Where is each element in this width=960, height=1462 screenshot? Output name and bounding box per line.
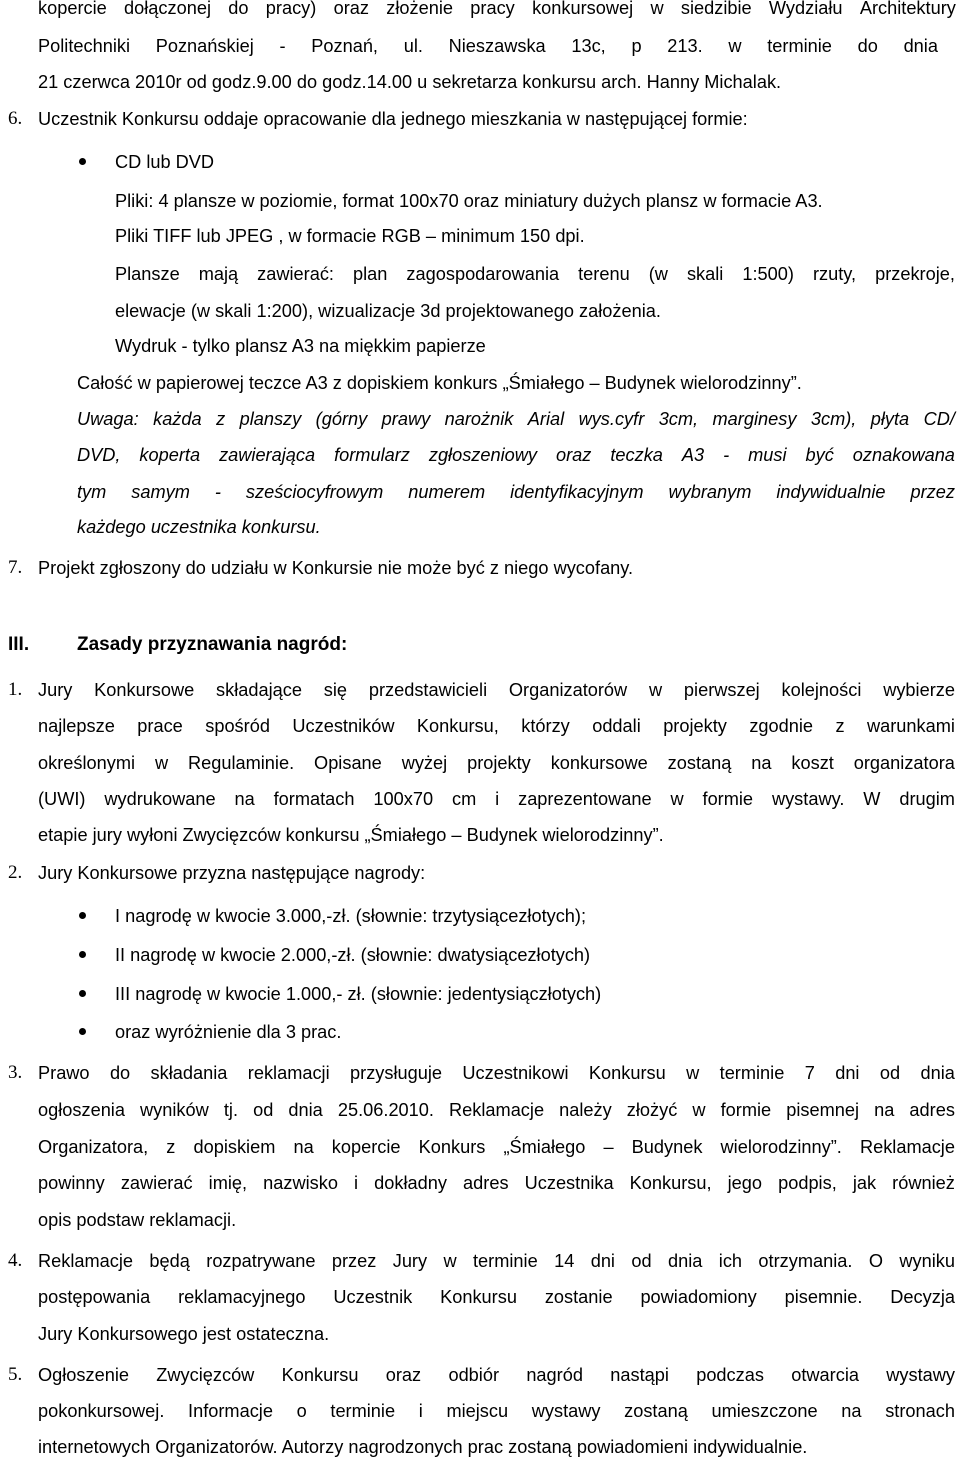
p4-line-3: Jury Konkursowego jest ostateczna. [38,1324,330,1344]
bullet-dot [79,951,86,958]
p3-line-3: Organizatora, z dopiskiem na kopercie Konkurs „Śmiałego – Budynek wielorodzinny”. Reklamacje [38,1137,955,1157]
files-line-1: Pliki: 4 plansze w poziomie, format 100x70 oraz miniatury dużych plansz w formacie A3. [115,191,823,211]
section-number: III. [8,634,30,655]
bullet-dot [79,158,86,165]
prize-item: I nagrodę w kwocie 3.000,-zł. (słownie: trzytysiącezłotych); [115,906,587,926]
paragraph-number: 3. [8,1062,23,1083]
bullet-dot [79,912,86,919]
note-line-2: DVD, koperta zawierająca formularz zgłoszeniowy oraz teczka A3 - musi być oznakowana [77,445,955,465]
p5-line-2: pokonkursowej. Informacje o terminie i miejscu wystawy zostaną umieszczone na stronach [38,1401,955,1421]
paragraph-number: 2. [8,862,23,883]
p3-line-1: Prawo do składania reklamacji przysługuje Uczestnikowi Konkursu w terminie 7 dni od dnia [38,1063,955,1083]
note-line-3: tym samym - sześciocyfrowym numerem identyfikacyjnym wybranym indywidualnie przez [77,482,955,502]
prize-item: oraz wyróżnienie dla 3 prac. [115,1022,342,1042]
section-title: Zasady przyznawania nagród: [77,634,348,655]
media-bullet: CD lub DVD [115,152,215,172]
whole-line: Całość w papierowej teczce A3 z dopiskiem konkurs „Śmiałego – Budynek wielorodzinny”. [77,373,802,393]
p3-line-5: opis podstaw reklamacji. [38,1210,237,1230]
intro-line-2: Politechniki Poznańskiej - Poznań, ul. Nieszawska 13c, p 213. w terminie do dnia [38,36,938,56]
item-number: 6. [8,108,23,129]
p2-text: Jury Konkursowe przyzna następujące nagrody: [38,863,426,883]
p3-line-2: ogłoszenia wyników tj. od dnia 25.06.2010. Reklamacje należy złożyć w formie pisemnej na adres [38,1100,955,1120]
bullet-dot [79,1028,86,1035]
p4-line-1: Reklamacje będą rozpatrywane przez Jury w terminie 14 dni od dnia ich otrzymania. O wyniku [38,1251,955,1271]
note-line-1: Uwaga: każda z planszy (górny prawy narożnik Arial wys.cyfr 3cm, marginesy 3cm), płyta CD/ [77,409,955,429]
intro-line-1: kopercie dołączonej do pracy) oraz złożenie pracy konkursowej w siedzibie Wydziału Architektury [38,0,956,18]
files-line-2: Pliki TIFF lub JPEG , w formacie RGB – minimum 150 dpi. [115,226,585,246]
p3-line-4: powinny zawierać imię, nazwisko i dokładny adres Uczestnika Konkursu, jego podpis, jak również [38,1173,955,1193]
item-6-text: Uczestnik Konkursu oddaje opracowanie dla jednego mieszkania w następującej formie: [38,109,748,129]
p1-line-4: (UWI) wydrukowane na formatach 100x70 cm i zaprezentowane w formie wystawy. W drugim [38,789,955,809]
paragraph-number: 4. [8,1250,23,1271]
paragraph-number: 1. [8,679,23,700]
note-line-4: każdego uczestnika konkursu. [77,517,321,537]
prize-item: II nagrodę w kwocie 2.000,-zł. (słownie: dwatysiącezłotych) [115,945,591,965]
intro-line-3: 21 czerwca 2010r od godz.9.00 do godz.14.00 u sekretarza konkursu arch. Hanny Michalak. [38,72,782,92]
p4-line-2: postępowania reklamacyjnego Uczestnik Konkursu zostanie powiadomiony pisemnie. Decyzja [38,1287,955,1307]
item-number: 7. [8,557,23,578]
p1-line-3: określonymi w Regulaminie. Opisane wyżej projekty konkursowe zostaną na koszt organizatora [38,753,955,773]
p1-line-5: etapie jury wyłoni Zwycięzców konkursu „Śmiałego – Budynek wielorodzinny”. [38,825,664,845]
p5-line-1: Ogłoszenie Zwycięzców Konkursu oraz odbiór nagród nastąpi podczas otwarcia wystawy [38,1365,955,1385]
p5-line-3: internetowych Organizatorów. Autorzy nagrodzonych prac zostaną powiadomieni indywidualnie. [38,1437,808,1457]
item-7-text: Projekt zgłoszony do udziału w Konkursie nie może być z niego wycofany. [38,558,634,578]
print-line: Wydruk - tylko plansz A3 na miękkim papierze [115,336,486,356]
boards-line-1: Plansze mają zawierać: plan zagospodarowania terenu (w skali 1:500) rzuty, przekroje, [115,264,955,284]
paragraph-number: 5. [8,1364,23,1385]
bullet-dot [79,990,86,997]
boards-line-2: elewacje (w skali 1:200), wizualizacje 3d projektowanego założenia. [115,301,661,321]
p1-line-1: Jury Konkursowe składające się przedstawicieli Organizatorów w pierwszej kolejności wybierze [38,680,955,700]
prize-item: III nagrodę w kwocie 1.000,- zł. (słownie: jedentysiączłotych) [115,984,602,1004]
p1-line-2: najlepsze prace spośród Uczestników Konkursu, którzy oddali projekty zgodnie z warunkami [38,716,955,736]
